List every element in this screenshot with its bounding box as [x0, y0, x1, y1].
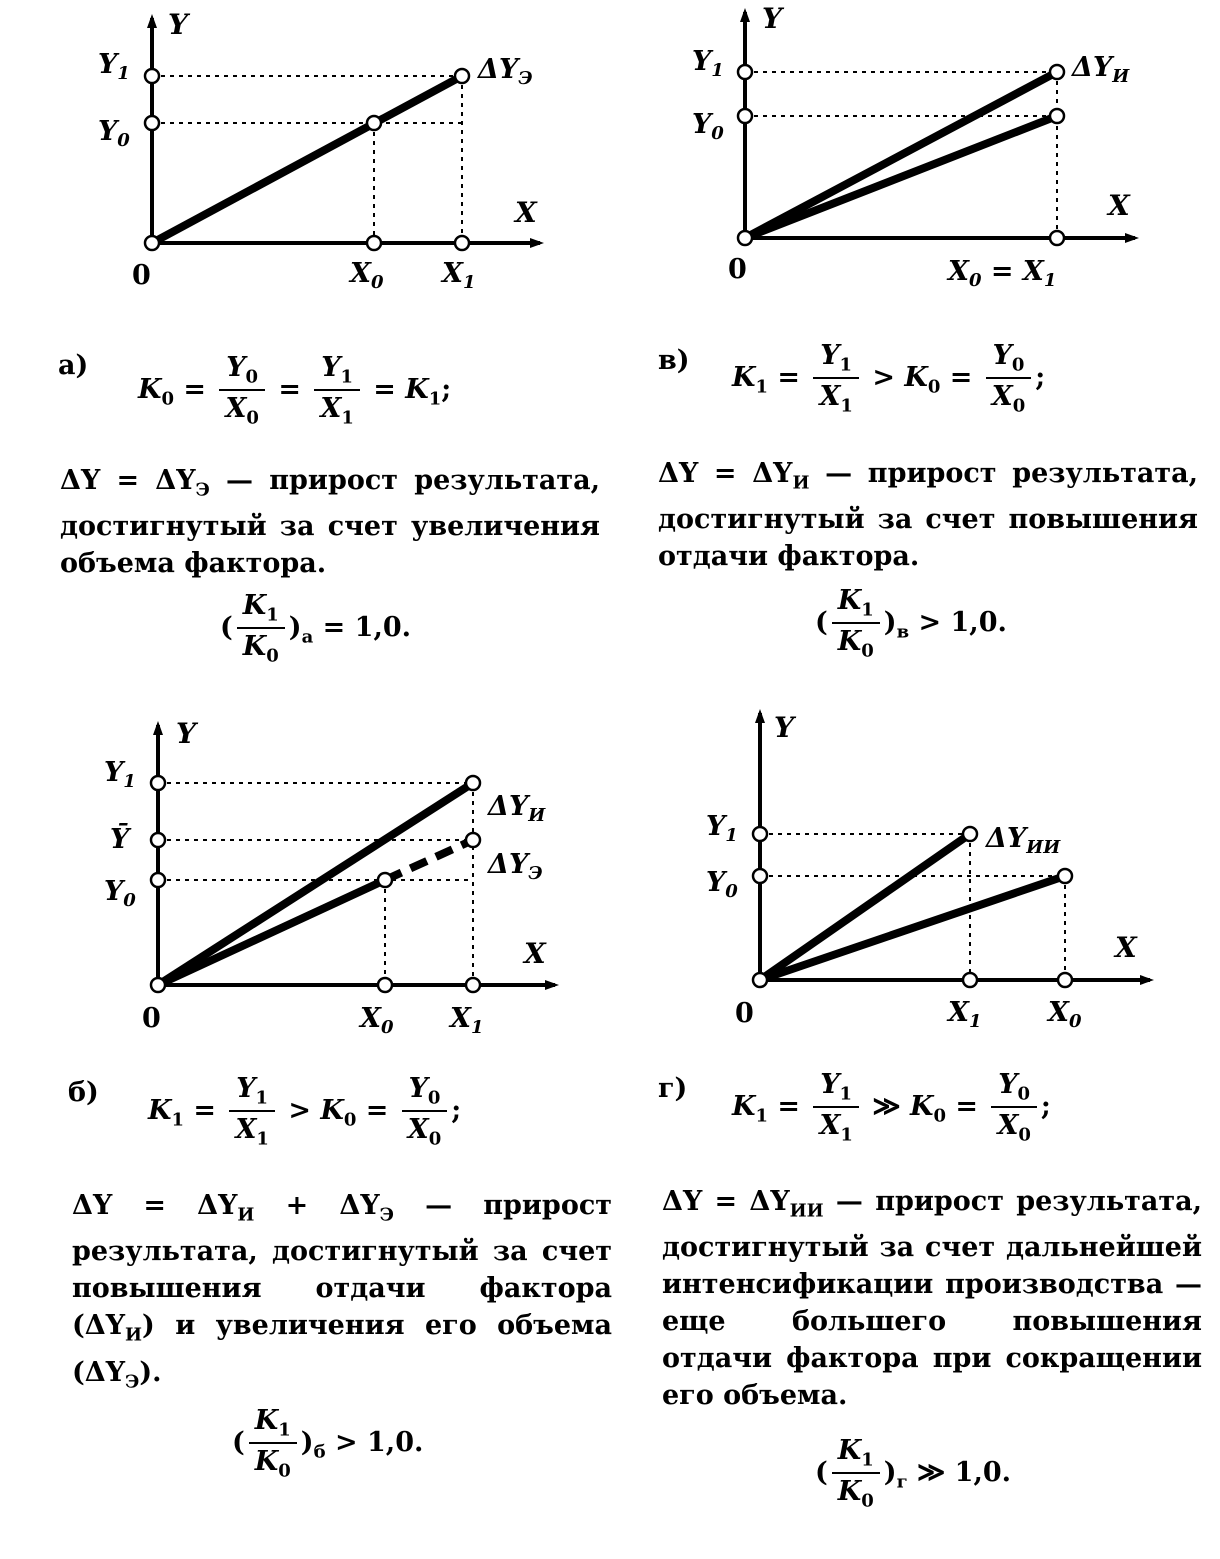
- point: [753, 827, 767, 841]
- x-axis-label: X: [1108, 189, 1130, 222]
- point: [1058, 869, 1072, 883]
- point: [963, 973, 977, 987]
- x-tick-label: $X_1$: [450, 1003, 484, 1038]
- series-line: [760, 834, 970, 980]
- origin-label: 0: [728, 254, 747, 285]
- point: [378, 978, 392, 992]
- graph-v: [610, 0, 1210, 310]
- series-line: [158, 783, 473, 985]
- graph-b: [10, 705, 610, 1045]
- point: [455, 236, 469, 250]
- point: [466, 978, 480, 992]
- x-tick-label: $X_0$: [360, 1003, 394, 1038]
- ratio: ( $\frac{K_1}{K_0}$ )$_а = 1,0$.: [220, 590, 412, 667]
- panel-caption: б): [68, 1077, 99, 1108]
- y-tick-label: $Y_0$: [692, 109, 724, 144]
- formula: $K_1$ = $\frac{Y_1}{X_1}$ > $K_0$ = $\frac{Y_0}{X_0}$ ;: [148, 1073, 462, 1150]
- annotation-delta-yi: $\Delta Y_И$: [1072, 52, 1130, 87]
- point: [151, 978, 165, 992]
- point: [145, 236, 159, 250]
- point: [466, 776, 480, 790]
- y-axis-label: Y: [762, 2, 782, 35]
- x-tick-label: $X_1$: [948, 997, 982, 1032]
- series-line-dashed: [385, 840, 473, 880]
- annotation-delta-yi: $\Delta Y_И$: [488, 791, 546, 826]
- panel-caption: в): [658, 345, 690, 376]
- panel-v: [610, 0, 1210, 780]
- graph-a: [10, 0, 610, 310]
- annotation-delta-ye: $\Delta Y_Э$: [478, 54, 533, 89]
- series-line: [745, 116, 1057, 238]
- point: [455, 69, 469, 83]
- point: [963, 827, 977, 841]
- origin-label: 0: [142, 1003, 161, 1034]
- point: [738, 109, 752, 123]
- point: [1050, 231, 1064, 245]
- ratio: ( $\frac{K_1}{K_0}$ )$_б > 1,0$.: [232, 1405, 424, 1482]
- panel-b: [10, 705, 610, 1485]
- series-line: [158, 880, 385, 985]
- series-line: [745, 72, 1057, 238]
- y-axis-label: Y: [168, 8, 188, 41]
- y-tick-label: $Y_1$: [692, 46, 724, 81]
- formula: $K_1$ = $\frac{Y_1}{X_1}$ ≫ $K_0$ = $\frac{Y_0}{X_0}$ ;: [732, 1069, 1051, 1146]
- panel-g: [610, 705, 1210, 1512]
- point: [1058, 973, 1072, 987]
- panel-a: [10, 0, 610, 780]
- y-tick-label: $Y_1$: [98, 49, 130, 84]
- point: [738, 65, 752, 79]
- series-line: [152, 76, 462, 243]
- point: [367, 236, 381, 250]
- annotation-delta-ye: $\Delta Y_Э$: [488, 849, 543, 884]
- description: $\Delta Y = \Delta Y_И + \Delta Y_Э$ — прирост результата, достигнутый за счет повышения отдачи фактора $(\Delta Y_И)$ и увеличения его объема $(\Delta Y_Э)$.: [72, 1190, 612, 1393]
- point: [1050, 109, 1064, 123]
- description: $\Delta Y = \Delta Y_И$ — прирост результата, достигнутый за счет повышения отдачи фактора.: [658, 458, 1198, 573]
- ratio: ( $\frac{K_1}{K_0}$ )$_г$ ≫ 1,0.: [815, 1435, 1012, 1512]
- y-tick-label: $Y_0$: [104, 876, 136, 911]
- y-axis-label: Y: [176, 717, 196, 750]
- formula: $K_0$ = $\frac{Y_0}{X_0}$ = $\frac{Y_1}{X_1}$ = $K_1$;: [138, 352, 452, 429]
- x-axis-label: X: [524, 937, 546, 970]
- point: [1050, 65, 1064, 79]
- point: [367, 116, 381, 130]
- point: [151, 873, 165, 887]
- point: [738, 231, 752, 245]
- y-tick-label: $Y_1$: [706, 811, 738, 846]
- formula: $K_1$ = $\frac{Y_1}{X_1}$ > $K_0$ = $\frac{Y_0}{X_0}$ ;: [732, 340, 1046, 417]
- x-tick-label: $X_0$: [350, 258, 384, 293]
- origin-label: 0: [132, 260, 151, 291]
- y-tick-label: $Y_0$: [98, 116, 130, 151]
- ratio: ( $\frac{K_1}{K_0}$ )$_в > 1,0$.: [815, 585, 1007, 662]
- x-tick-label: $X_0$: [1048, 997, 1082, 1032]
- annotation-delta-yii: $\Delta Y_{ИИ}$: [986, 823, 1061, 858]
- point: [145, 69, 159, 83]
- point: [753, 973, 767, 987]
- point: [151, 776, 165, 790]
- point: [378, 873, 392, 887]
- panel-caption: а): [58, 350, 89, 381]
- graph-g: [610, 705, 1210, 1045]
- x-axis-label: X: [515, 196, 537, 229]
- point: [466, 833, 480, 847]
- x-tick-label: $X_1$: [442, 258, 476, 293]
- y-tick-label: $Y_0$: [706, 867, 738, 902]
- y-tick-label: Ȳ: [110, 824, 130, 855]
- description: $\Delta Y = \Delta Y_Э$ — прирост результата, достигнутый за счет увеличения объема фактора.: [60, 465, 600, 580]
- y-tick-label: $Y_1$: [104, 757, 136, 792]
- x-axis-label: X: [1115, 931, 1137, 964]
- point: [753, 869, 767, 883]
- point: [145, 116, 159, 130]
- y-axis-label: Y: [774, 711, 794, 744]
- x-tick-label: $X_0 = X_1$: [948, 256, 1057, 291]
- point: [151, 833, 165, 847]
- description: $\Delta Y = \Delta Y_{ИИ}$ — прирост результата, достигнутый за счет дальнейшей интенсификации производства — еще большего повышения отдачи фактора при сокращении его объема.: [662, 1186, 1202, 1412]
- panel-caption: г): [658, 1073, 688, 1104]
- series-line: [760, 876, 1065, 980]
- origin-label: 0: [735, 998, 754, 1029]
